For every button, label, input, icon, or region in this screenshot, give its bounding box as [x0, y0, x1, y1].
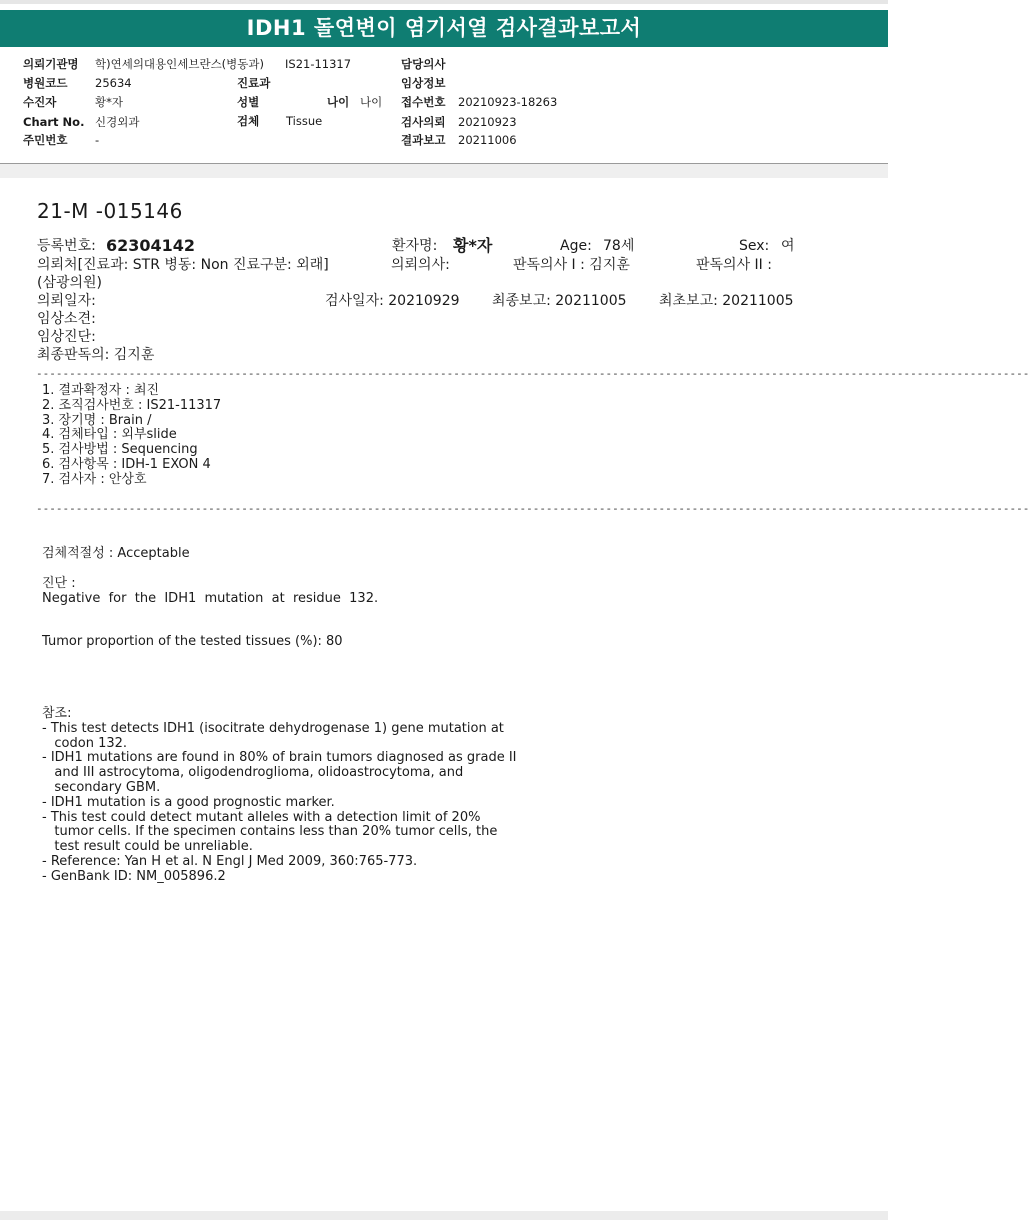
reference-line: - Reference: Yan H et al. N Engl J Med 2009, 360:765-773.: [42, 853, 418, 869]
detail-item: 6. 검사항목 : IDH-1 EXON 4: [42, 456, 211, 472]
reference-line: - IDH1 mutations are found in 80% of brain tumors diagnosed as grade II: [42, 750, 517, 766]
sex-label: 성별: [237, 95, 260, 109]
separator-bottom: ------------------------------------------------------------------------------------------------------------------------------------------------------: [36, 502, 1029, 515]
receipt-no-value: 20210923-18263: [458, 95, 558, 109]
first-report-date: 최초보고: 20211005: [659, 293, 794, 309]
clinical-info-label: 임상정보: [401, 76, 446, 90]
diagnosis-text: Negative for the IDH1 mutation at residue 132.: [42, 591, 379, 606]
specimen-adequacy: 검체적절성 : Acceptable: [42, 546, 190, 561]
chart-no-label: Chart No.: [23, 115, 85, 129]
referral-line: 의뢰처[진료과: STR 병동: Non 진료구분: 외래]: [37, 257, 329, 273]
resident-no-value: -: [95, 133, 100, 147]
referring-physician-label: 의뢰의사:: [391, 257, 450, 273]
separator-top: ------------------------------------------------------------------------------------------------------------------------------------------------------: [36, 367, 1029, 380]
age-label-body: Age:: [560, 238, 592, 254]
pathologist-2-label: 판독의사 II :: [696, 257, 772, 273]
reg-no-value: 62304142: [106, 236, 196, 255]
reg-no-label: 등록번호:: [37, 238, 96, 254]
report-title: IDH1 돌연변이 염기서열 검사결과보고서: [0, 10, 888, 47]
detail-item: 5. 검사방법 : Sequencing: [42, 442, 198, 458]
diagnosis-label: 진단 :: [42, 576, 76, 591]
sex-value-body: 여: [781, 238, 795, 254]
patient-name-label: 환자명:: [392, 238, 438, 254]
final-report-date: 최종보고: 20211005: [492, 293, 627, 309]
sex-label-body: Sex:: [739, 238, 770, 254]
detail-item: 2. 조직검사번호 : IS21-11317: [42, 397, 222, 413]
detail-item: 3. 장기명 : Brain /: [42, 412, 152, 428]
age-value-body: 78세: [603, 238, 635, 254]
reference-line: codon 132.: [42, 735, 128, 751]
test-request-value: 20210923: [458, 115, 517, 129]
recipient-value: 황*자: [95, 95, 123, 109]
pathologist-1: 판독의사 I : 김지훈: [513, 257, 630, 273]
institution-code: IS21-11317: [285, 57, 352, 71]
request-date-label: 의뢰일자:: [37, 293, 96, 309]
hospital-code-label: 병원코드: [23, 76, 68, 90]
bottom-border: [0, 1211, 888, 1220]
test-request-label: 검사의뢰: [401, 115, 446, 129]
case-number: 21-M -015146: [37, 199, 183, 223]
reference-line: - This test detects IDH1 (isocitrate dehydrogenase 1) gene mutation at: [42, 720, 504, 736]
header-band: [0, 164, 888, 178]
detail-item: 1. 결과확정자 : 최진: [42, 383, 160, 398]
reference-label: 참조:: [42, 706, 72, 721]
reference-line: tumor cells. If the specimen contains less than 20% tumor cells, the: [42, 824, 498, 840]
resident-no-label: 주민번호: [23, 133, 68, 147]
referral-org: (삼광의원): [37, 275, 103, 291]
reference-line: - GenBank ID: NM_005896.2: [42, 868, 226, 884]
reference-line: and III astrocytoma, oligodendroglioma, olidoastrocytoma, and: [42, 765, 464, 781]
test-details-list: [42, 384, 221, 488]
chart-no-value: 신경외과: [95, 115, 140, 129]
reference-section: [42, 707, 517, 885]
detail-item: 4. 검체타입 : 외부slide: [42, 427, 177, 443]
clinical-diagnosis-label: 임상진단:: [37, 329, 96, 345]
patient-name-value: 황*자: [453, 236, 493, 255]
result-report-label: 결과보고: [401, 133, 446, 147]
final-pathologist: 최종판독의: 김지훈: [37, 347, 155, 363]
top-border: [0, 0, 888, 4]
detail-item: 7. 검사자 : 안상호: [42, 471, 147, 487]
hospital-code-value: 25634: [95, 76, 132, 90]
age-value: 나이: [360, 95, 383, 109]
reference-line: secondary GBM.: [42, 779, 161, 795]
test-date: 검사일자: 20210929: [325, 293, 460, 309]
reference-line: - This test could detect mutant alleles with a detection limit of 20%: [42, 809, 481, 825]
department-label: 진료과: [237, 76, 271, 90]
receipt-no-label: 접수번호: [401, 95, 446, 109]
physician-label: 담당의사: [401, 57, 446, 71]
institution-value: 학)연세의대용인세브란스(병동과): [95, 57, 264, 71]
reference-line: test result could be unreliable.: [42, 839, 253, 855]
specimen-value: Tissue: [286, 114, 323, 128]
recipient-label: 수진자: [23, 95, 57, 109]
result-report-value: 20211006: [458, 133, 517, 147]
clinical-findings-label: 임상소견:: [37, 311, 96, 327]
tumor-proportion: Tumor proportion of the tested tissues (%): 80: [42, 634, 343, 649]
institution-label: 의뢰기관명: [23, 57, 79, 71]
specimen-label: 검체: [237, 114, 260, 128]
reference-line: - IDH1 mutation is a good prognostic marker.: [42, 794, 335, 810]
age-label: 나이: [327, 95, 350, 109]
